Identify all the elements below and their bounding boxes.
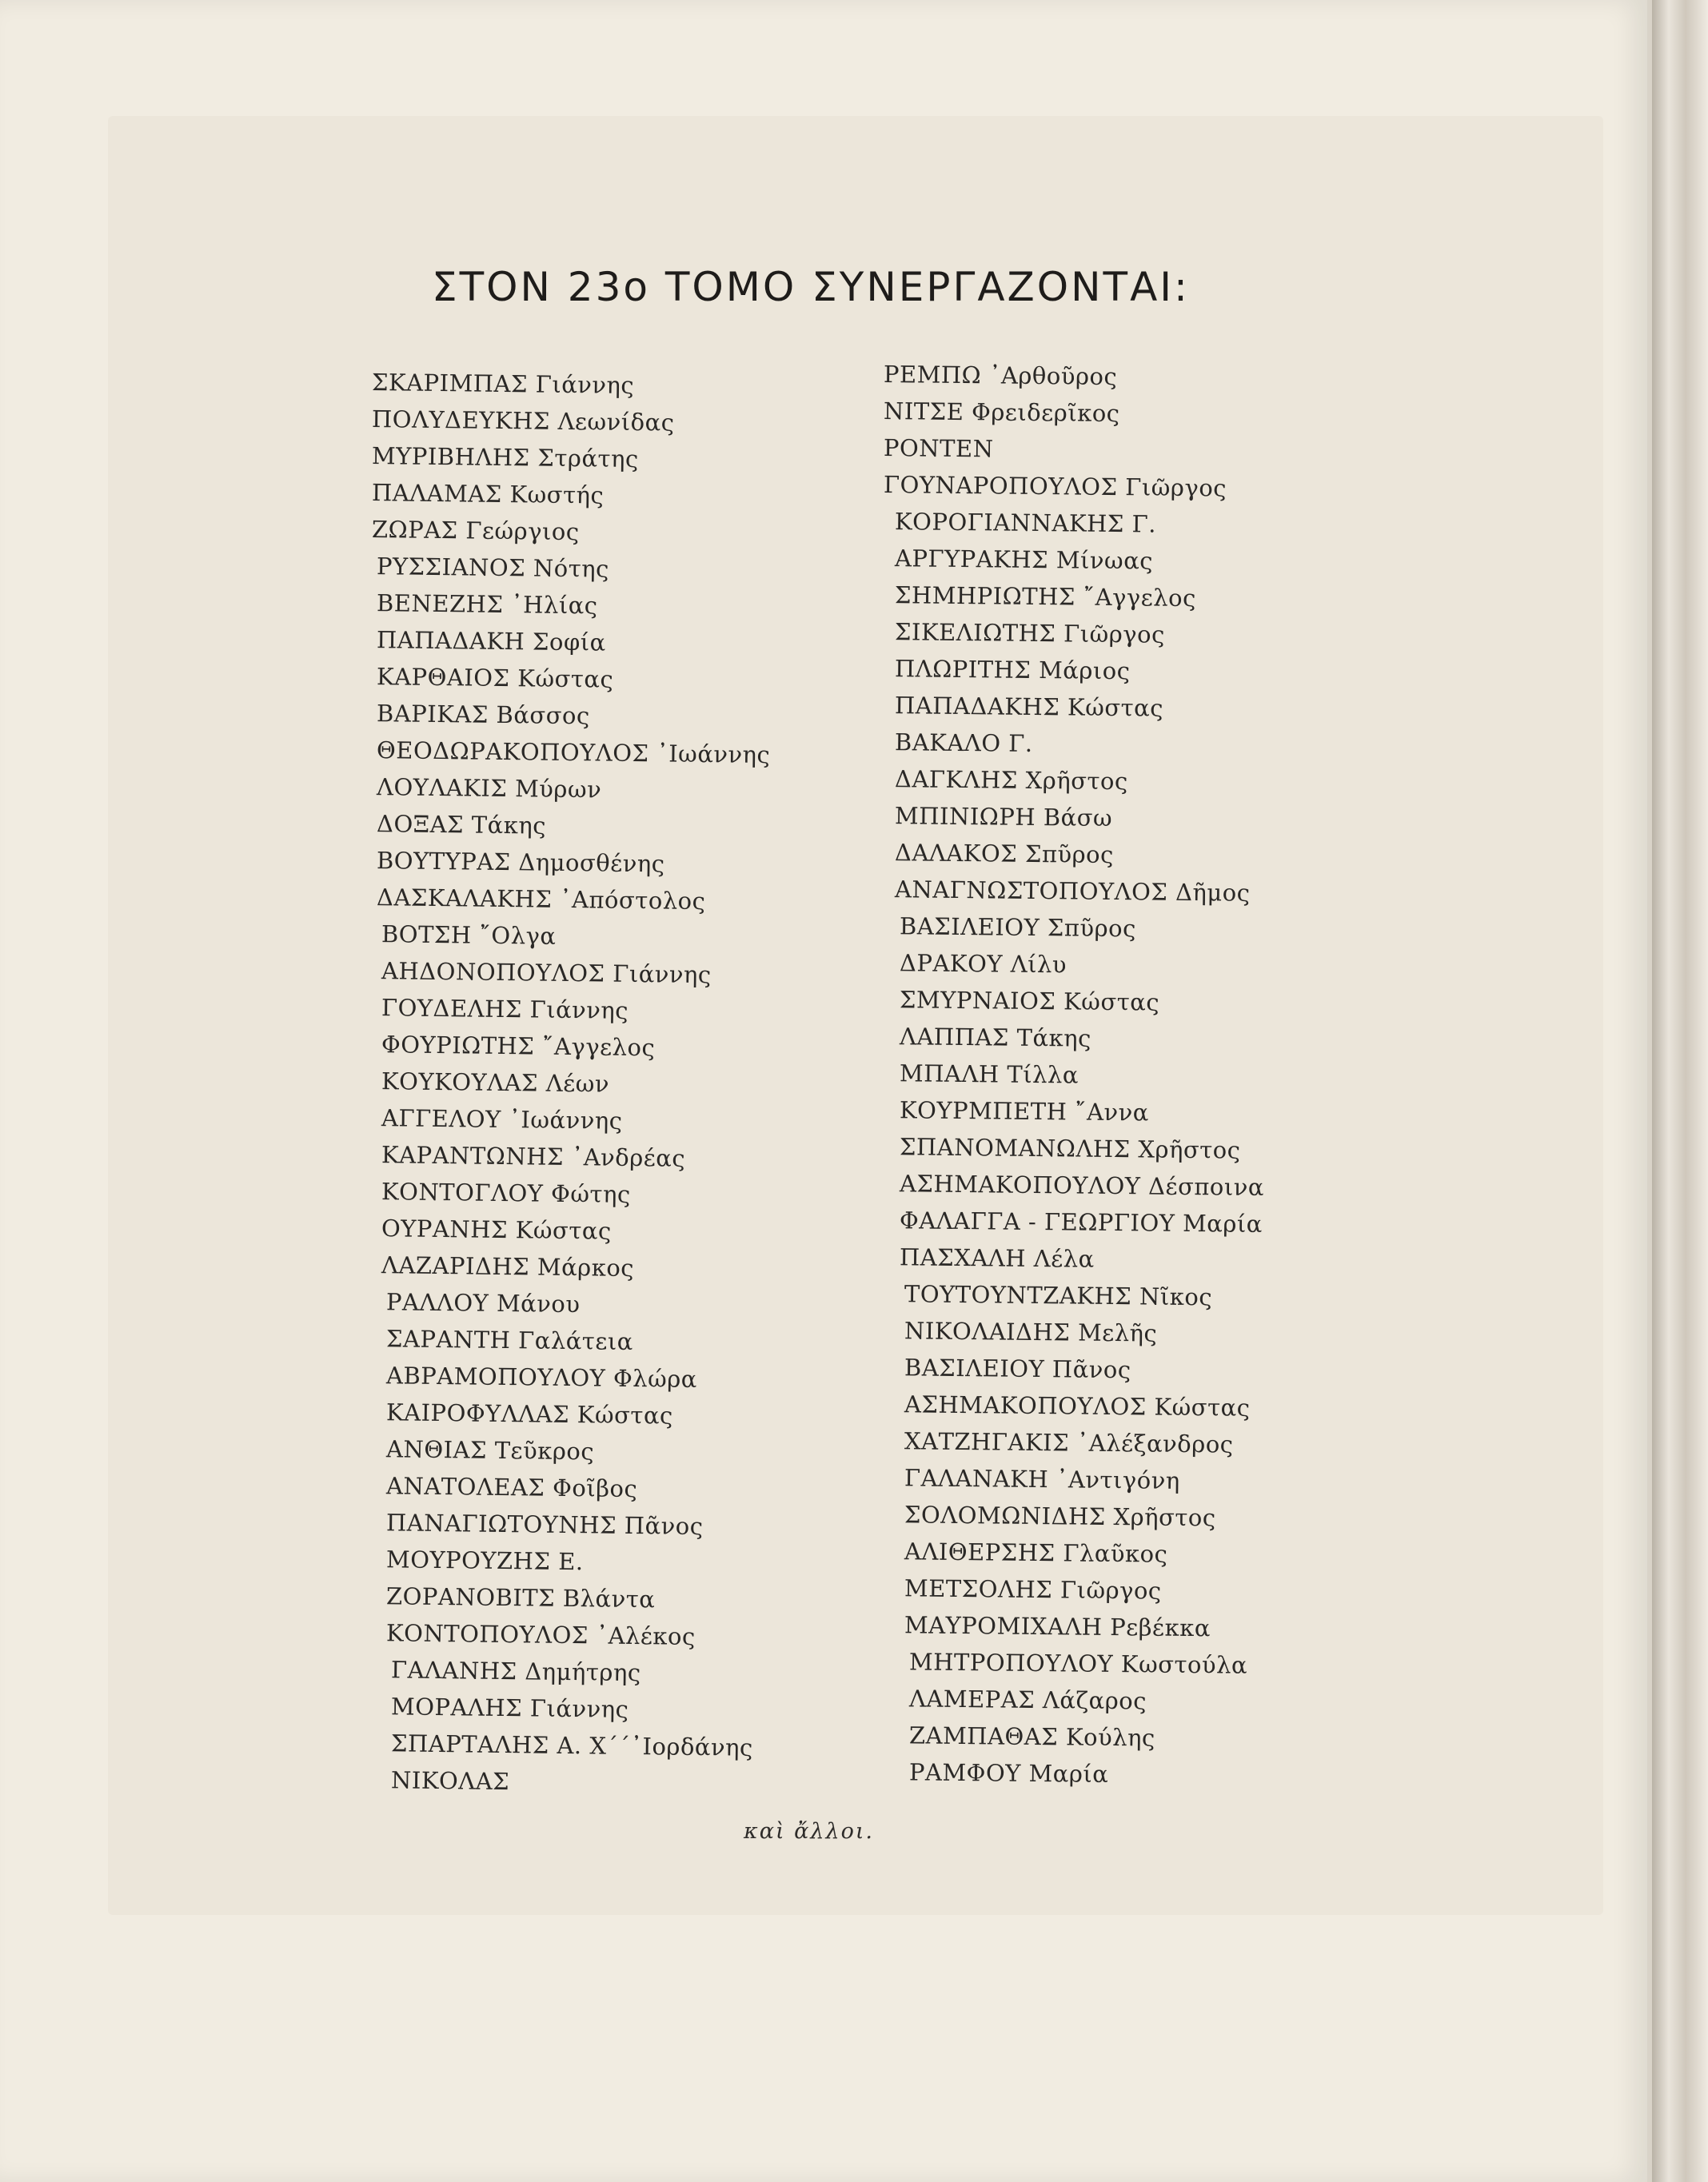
- contributor-name: ΑΝΑΓΝΩΣΤΟΠΟΥΛΟΣ Δῆμος: [894, 876, 1251, 907]
- contributor-name: ΜΠΙΝΙΩΡΗ Βάσω: [894, 802, 1113, 832]
- contributor-name: ΓΑΛΑΝΑΚΗ ᾿Αντιγόνη: [904, 1464, 1180, 1494]
- contributor-name: ΛΑΠΠΑΣ Τάκης: [899, 1023, 1091, 1052]
- book-page-edges: [1652, 0, 1708, 2182]
- contributor-name: ΒΑΣΙΛΕΙΟΥ Σπῦρος: [899, 912, 1137, 943]
- contributor-name: ΛΑΜΕΡΑΣ Λάζαρος: [908, 1685, 1147, 1715]
- contributor-name: ΓΑΛΑΝΗΣ Δημήτρης: [390, 1656, 641, 1687]
- contributor-name: ΖΟΡΑΝΟΒΙΤΣ Βλάντα: [385, 1582, 656, 1614]
- contributor-name: ΣΙΚΕΛΙΩΤΗΣ Γιῶργος: [894, 618, 1165, 648]
- contributor-name: ΝΙΤΣΕ Φρειδερῖκος: [883, 397, 1120, 428]
- contributor-name: ΒΑΣΙΛΕΙΟΥ Πᾶνος: [904, 1354, 1131, 1384]
- contributor-name: ΜΕΤΣΟΛΗΣ Γιῶργος: [904, 1574, 1162, 1605]
- contributor-name: ΑΓΓΕΛΟΥ ᾿Ιωάννης: [381, 1104, 623, 1135]
- contributor-name: ΚΟΡΟΓΙΑΝΝΑΚΗΣ Γ.: [894, 508, 1157, 538]
- contributor-name: ΣΜΥΡΝΑΙΟΣ Κώστας: [899, 986, 1160, 1016]
- contributor-name: ΒΑΚΑΛΟ Γ.: [894, 728, 1033, 757]
- contributor-name: ΦΟΥΡΙΩΤΗΣ ῎Αγγελος: [381, 1031, 656, 1062]
- contributor-name: ΣΗΜΗΡΙΩΤΗΣ ῎Αγγελος: [894, 581, 1197, 612]
- contributor-name: ΜΥΡΙΒΗΛΗΣ Στράτης: [371, 442, 639, 473]
- contributor-name: ΔΡΑΚΟΥ Λίλυ: [899, 949, 1068, 979]
- contributor-name: ΒΟΥΤΥΡΑΣ Δημοσθένης: [376, 847, 665, 878]
- contributor-name: ΠΑΠΑΔΑΚΗΣ Κώστας: [894, 692, 1164, 722]
- contributor-name: ΝΙΚΟΛΑΣ: [390, 1766, 510, 1796]
- contributor-name: ΑΛΙΘΕΡΣΗΣ Γλαῦκος: [904, 1538, 1168, 1568]
- contributor-name: ΚΑΙΡΟΦΥΛΛΑΣ Κώστας: [385, 1398, 673, 1430]
- contributor-name: ΣΠΑΡΤΑΛΗΣ Α. Χ΄΄᾿Ιορδάνης: [390, 1729, 753, 1761]
- contributor-name: ΔΟΞΑΣ Τάκης: [376, 810, 547, 840]
- contributor-name: ΑΣΗΜΑΚΟΠΟΥΛΟΥ Δέσποινα: [899, 1170, 1265, 1201]
- contributor-name: ΚΟΥΚΟΥΛΑΣ Λέων: [381, 1067, 610, 1098]
- contributor-name: ΚΟΥΡΜΠΕΤΗ ῎Αννα: [899, 1096, 1150, 1127]
- contributor-name: ΣΑΡΑΝΤΗ Γαλάτεια: [385, 1325, 634, 1355]
- contributor-name: ΜΟΡΑΛΗΣ Γιάννης: [390, 1693, 629, 1723]
- contributor-name: ΘΕΟΔΩΡΑΚΟΠΟΥΛΟΣ ᾿Ιωάννης: [376, 736, 771, 769]
- contributor-name: ΜΟΥΡΟΥΖΗΣ Ε.: [385, 1546, 584, 1576]
- contributor-name: ΓΟΥΝΑΡΟΠΟΥΛΟΣ Γιῶργος: [883, 471, 1227, 502]
- contributor-name: ΡΥΣΣΙΑΝΟΣ Νότης: [376, 552, 610, 583]
- contributor-name: ΧΑΤΖΗΓΑΚΙΣ ᾿Αλέξανδρος: [904, 1427, 1234, 1458]
- footer-note: καὶ ἄλλοι.: [744, 1819, 874, 1844]
- contributor-name: ΠΟΛΥΔΕΥΚΗΣ Λεωνίδας: [371, 405, 675, 437]
- contributor-name: ΠΑΛΑΜΑΣ Κωστής: [371, 479, 605, 509]
- page-heading: ΣΤΟΝ 23ο ΤΟΜΟ ΣΥΝΕΡΓΑΖΟΝΤΑΙ:: [432, 264, 1190, 310]
- contributor-name: ΜΑΥΡΟΜΙΧΑΛΗ Ρεβέκκα: [904, 1611, 1211, 1642]
- contributor-name: ΖΑΜΠΑΘΑΣ Κούλης: [908, 1721, 1155, 1752]
- contributor-name: ΟΥΡΑΝΗΣ Κώστας: [381, 1215, 612, 1245]
- contributor-name: ΑΝΑΤΟΛΕΑΣ Φοῖβος: [385, 1472, 638, 1503]
- contributor-name: ΚΑΡΑΝΤΩΝΗΣ ᾿Ανδρέας: [381, 1141, 686, 1172]
- contributor-name: ΣΠΑΝΟΜΑΝΩΛΗΣ Χρῆστος: [899, 1133, 1241, 1164]
- contributor-name: ΓΟΥΔΕΛΗΣ Γιάννης: [381, 994, 629, 1024]
- contributor-name: ΒΟΤΣΗ ῎Ολγα: [381, 920, 557, 950]
- contributors-left-column: [372, 364, 868, 1798]
- contributor-name: ΦΑΛΑΓΓΑ - ΓΕΩΡΓΙΟΥ Μαρία: [899, 1207, 1263, 1238]
- contributor-name: ΠΑΣΧΑΛΗ Λέλα: [899, 1243, 1095, 1273]
- contributor-name: ΛΑΖΑΡΙΔΗΣ Μάρκος: [381, 1251, 635, 1282]
- contributor-name: ΡΑΜΦΟΥ Μαρία: [908, 1758, 1109, 1788]
- contributor-name: ΑΣΗΜΑΚΟΠΟΥΛΟΣ Κώστας: [904, 1390, 1251, 1422]
- contributor-name: ΛΟΥΛΑΚΙΣ Μύρων: [376, 773, 602, 804]
- contributor-name: ΠΑΠΑΔΑΚΗ Σοφία: [376, 626, 606, 656]
- contributor-name: ΣΟΛΟΜΩΝΙΔΗΣ Χρῆστος: [904, 1501, 1216, 1532]
- contributor-name: ΑΒΡΑΜΟΠΟΥΛΟΥ Φλώρα: [385, 1362, 698, 1393]
- contributor-name: ΖΩΡΑΣ Γεώργιος: [371, 516, 580, 546]
- contributor-name: ΑΗΔΟΝΟΠΟΥΛΟΣ Γιάννης: [381, 957, 712, 989]
- contributor-name: ΚΑΡΘΑΙΟΣ Κώστας: [376, 663, 614, 693]
- contributor-name: ΜΗΤΡΟΠΟΥΛΟΥ Κωστούλα: [908, 1648, 1248, 1679]
- contributor-name: ΔΑΣΚΑΛΑΚΗΣ ᾿Απόστολος: [376, 884, 706, 915]
- contributor-name: ΔΑΓΚΛΗΣ Χρῆστος: [894, 765, 1128, 796]
- contributor-name: ΒΑΡΙΚΑΣ Βάσσος: [376, 700, 590, 730]
- contributor-name: ΝΙΚΟΛΑΙΔΗΣ Μελῆς: [904, 1317, 1158, 1347]
- contributor-name: ΣΚΑΡΙΜΠΑΣ Γιάννης: [371, 369, 635, 400]
- contributor-name: ΚΟΝΤΟΠΟΥΛΟΣ ᾿Αλέκος: [385, 1619, 696, 1650]
- contributor-name: ΑΡΓΥΡΑΚΗΣ Μίνωας: [894, 545, 1154, 575]
- contributor-name: ΠΑΝΑΓΙΩΤΟΥΝΗΣ Πᾶνος: [385, 1509, 704, 1541]
- contributor-name: ΑΝΘΙΑΣ Τεῦκρος: [385, 1435, 595, 1466]
- contributor-name: ΚΟΝΤΟΓΛΟΥ Φώτης: [381, 1178, 631, 1208]
- contributor-name: ΤΟΥΤΟΥΝΤΖΑΚΗΣ Νῖκος: [904, 1280, 1213, 1311]
- contributor-name: ΔΑΛΑΚΟΣ Σπῦρος: [894, 839, 1115, 869]
- contributor-name: ΒΕΝΕΖΗΣ ᾿Ηλίας: [376, 589, 598, 620]
- contributor-name: ΡΑΛΛΟΥ Μάνου: [385, 1288, 581, 1318]
- contributor-name: ΜΠΑΛΗ Τίλλα: [899, 1059, 1079, 1089]
- contributor-name: ΠΛΩΡΙΤΗΣ Μάριος: [894, 655, 1131, 685]
- contributor-name: ΡΟΝΤΕΝ: [883, 434, 994, 463]
- contributors-right-column: [884, 356, 1395, 1790]
- contributor-name: ΡΕΜΠΩ ᾿Αρθοῦρος: [883, 361, 1118, 391]
